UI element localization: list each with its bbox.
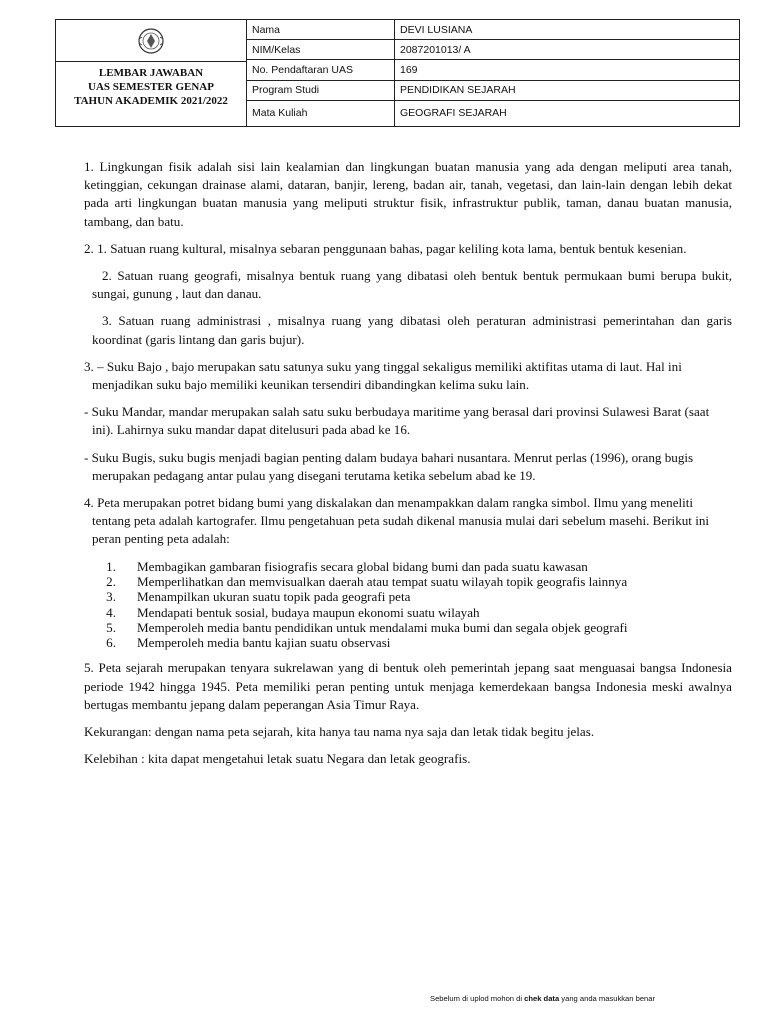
institution-cell — [56, 20, 247, 127]
label-no-pendaftaran: No. Pendaftaran UAS — [247, 60, 395, 80]
value-nim: 2087201013/ A — [395, 40, 740, 60]
label-nim: NIM/Kelas — [247, 40, 395, 60]
answer-1: 1. Lingkungan fisik adalah sisi lain kealamian dan lingkungan buatan manusia yang ada dengan meliputi area tanah, ketinggian, cekungan drainase alami, dataran, banjir, lereng, badan air, tanah, vegetasi, dan lain-lain dengan lebih dekat pada arti lingkungan buatan manusia yang meliputi struktur fisik, infrastruktur publik, taman, danau buatan manusia, tambang, dan batu. — [84, 159, 732, 229]
list-item: 2. Memperlihatkan dan memvisualkan daerah atau tempat suatu wilayah topik geografis lainnya — [106, 573, 628, 589]
list-item: 3. Menampilkan ukuran suatu topik pada geografi peta — [106, 589, 411, 605]
answer-2-item-1: 2. 1. Satuan ruang kultural, misalnya sebaran penggunaan bahas, pagar keliling kota lama, bentuk bentuk kesenian. — [84, 240, 687, 256]
label-nama: Nama — [247, 20, 395, 40]
label-program-studi: Program Studi — [247, 80, 395, 100]
answer-3-mandar: - Suku Mandar, mandar merupakan salah satu suku berbudaya maritime yang berasal dari provinsi Sulawesi Barat (saat ini). Lahirnya suku mandar dapat ditelusuri pada abad ke 16. — [84, 404, 710, 438]
label-mata-kuliah: Mata Kuliah — [247, 100, 395, 126]
footer-note: Sebelum di uplod mohon di chek data yang anda masukkan benar — [430, 994, 656, 1003]
answer-5: 5. Peta sejarah merupakan tenyara sukrelawan yang di bentuk oleh pemerintah jepang saat menguasai bangsa Indonesia periode 1942 hingga 1945. Peta memiliki peran penting untuk menjaga kemerdekaan bangsa Indonesia meski awalnya bertugas membantu jepang dalam peperangan Asia Timur Raya. — [84, 660, 732, 712]
sheet-title: LEMBAR JAWABAN UAS SEMESTER GENAP TAHUN AKADEMIK 2021/2022 — [74, 67, 228, 107]
answer-2-item-2: 2. Satuan ruang geografi, misalnya bentuk ruang yang dibatasi oleh bentuk bentuk permukaan bumi berupa bukit, sungai, gunung , laut dan danau. — [92, 268, 732, 302]
answer-3-bugis: - Suku Bugis, suku bugis menjadi bagian penting dalam budaya bahari nusantara. Menrut perlas (1996), orang bugis merupakan pedagang antar pulau yang disegani terutama ketika sebelum abad ke 19. — [84, 449, 694, 483]
university-seal-icon — [56, 20, 246, 62]
value-no-pendaftaran: 169 — [395, 60, 740, 80]
map-roles-list — [84, 559, 732, 651]
list-item: 6. Memperoleh media bantu kajian suatu observasi — [106, 635, 391, 651]
answer-3-bajo: 3. – Suku Bajo , bajo merupakan satu satunya suku yang tinggal sekaligus memiliki aktifitas utama di laut. Hal ini menjadikan suku bajo memiliki keunikan tersendiri dibandingkan kelima suku lain. — [84, 358, 682, 393]
answer-5-kekurangan: Kekurangan: dengan nama peta sejarah, kita hanya tau nama nya saja dan letak tidak begitu jelas. — [84, 724, 595, 740]
answer-body — [84, 158, 732, 777]
value-program-studi: PENDIDIKAN SEJARAH — [395, 80, 740, 100]
answer-4-intro: 4. Peta merupakan potret bidang bumi yang diskalakan dan menampakkan dalam rangka simbol. Ilmu yang meneliti tentang peta adalah kartografer. Ilmu pengetahuan peta sudah dikenal manusia mulai dari sebelum masehi. Berikut ini peran penting peta adalah: — [84, 495, 710, 547]
value-mata-kuliah: GEOGRAFI SEJARAH — [395, 100, 740, 126]
list-item: 5. Memperoleh media bantu pendidikan untuk mendalami muka bumi dan segala objek geografi — [106, 619, 628, 635]
list-item: 1. Membagikan gambaran fisiografis secara global bidang bumi dan pada suatu kawasan — [106, 558, 588, 574]
answer-2-item-3: 3. Satuan ruang administrasi , misalnya ruang yang dibatasi oleh peraturan administrasi pemerintahan dan garis koordinat (garis lintang dan garis bujur). — [92, 313, 732, 347]
value-nama: DEVI LUSIANA — [395, 20, 740, 40]
list-item: 4. Mendapati bentuk sosial, budaya maupun ekonomi suatu wilayah — [106, 604, 480, 620]
answer-5-kelebihan: Kelebihan : kita dapat mengetahui letak suatu Negara dan letak geografis. — [84, 751, 471, 767]
identity-table — [55, 19, 740, 127]
